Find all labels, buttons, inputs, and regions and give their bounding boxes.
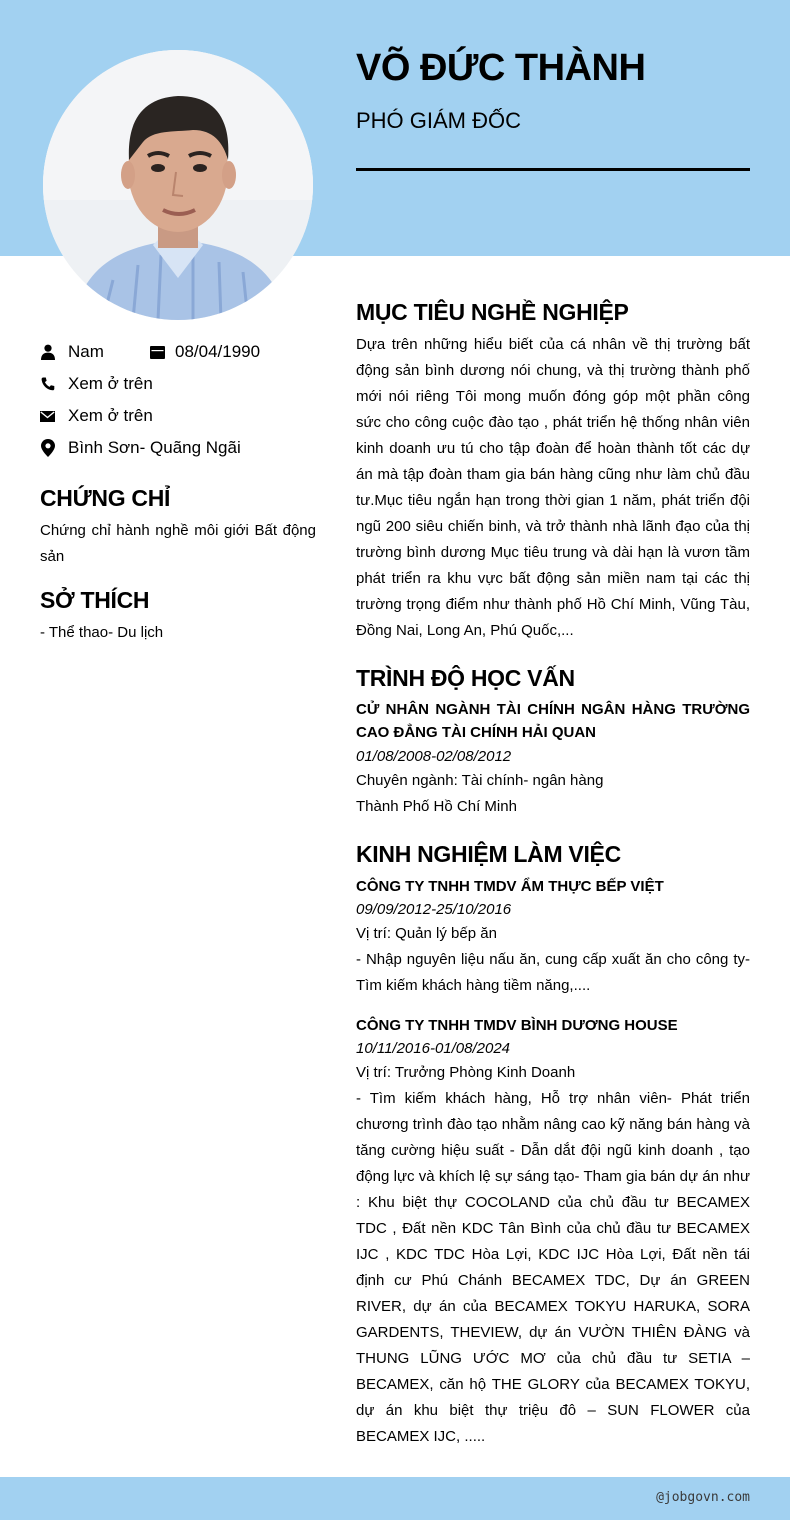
title-divider [356, 168, 750, 171]
job-2-role: Vị trí: Trưởng Phòng Kinh Doanh [356, 1064, 576, 1081]
experience-heading: KINH NGHIỆM LÀM VIỆC [356, 841, 621, 867]
phone-value: Xem ở trên [68, 374, 153, 393]
gender-row [40, 340, 104, 364]
education-location: Thành Phố Hồ Chí Minh [356, 798, 517, 815]
birthdate-row [150, 340, 260, 364]
phone-row [40, 372, 153, 396]
objective-text: Dựa trên những hiểu biết của cá nhân về thị trường bất động sản bình dương nói chung, và thị trường thành phố mới nói riêng Tôi mong muốn đóng góp một phần công sức cho công cuộc đào tạo , phát triển hệ thống nhân viên kinh doanh ưu tú cho tập đoàn để hoàn thành tốt các dự án mà tập đoàn tham gia bán hàng cũng như làm chủ đầu tư.Mục tiêu ngắn hạn trong thời gian 1 năm, phát triển đội ngũ 200 siêu chiến binh, và trở thành nhà lãnh đạo của thị trường bình dương Mục tiêu trung và dài hạn là vươn tầm phát triển ra khu vực bất động sản miền nam tại các thị trường trọng điểm như thành phố Hồ Chí Minh, Vũng Tàu, Đồng Nai, Long An, Phú Quốc,... [356, 336, 750, 639]
objective-heading: MỤC TIÊU NGHỀ NGHIỆP [356, 299, 629, 325]
hobbies-text: - Thể thao- Du lịch [40, 624, 164, 641]
certificates-heading: CHỨNG CHỈ [40, 485, 171, 511]
certificates-text: Chứng chỉ hành nghề môi giới Bất động sản [40, 522, 316, 565]
job-2-company: CÔNG TY TNHH TMDV BÌNH DƯƠNG HOUSE [356, 1017, 678, 1034]
calendar-icon [150, 343, 165, 361]
profile-photo [43, 50, 313, 320]
candidate-position: PHÓ GIÁM ĐỐC [356, 108, 522, 133]
portrait-illustration [43, 50, 313, 320]
education-major: Chuyên ngành: Tài chính- ngân hàng [356, 772, 604, 789]
education-period: 01/08/2008-02/08/2012 [356, 748, 512, 765]
location-pin-icon [40, 439, 55, 457]
gender-value: Nam [68, 342, 104, 361]
education-title: CỬ NHÂN NGÀNH TÀI CHÍNH NGÂN HÀNG TRƯỜNG CAO ĐẲNG TÀI CHÍNH HẢI QUAN [356, 701, 750, 741]
email-row [40, 404, 153, 428]
birthdate-value: 08/04/1990 [175, 342, 261, 361]
person-icon [40, 343, 55, 361]
footer-watermark: @jobgovn.com [656, 1490, 750, 1505]
address-row [40, 436, 241, 460]
job-1-company: CÔNG TY TNHH TMDV ẨM THỰC BẾP VIỆT [356, 878, 664, 895]
education-heading: TRÌNH ĐỘ HỌC VẤN [356, 665, 575, 691]
job-1-description: - Nhập nguyên liệu nấu ăn, cung cấp xuất ăn cho công ty- Tìm kiếm khách hàng tiềm năng,.... [356, 951, 750, 994]
phone-icon [40, 375, 55, 393]
job-1-role: Vị trí: Quản lý bếp ăn [356, 925, 497, 942]
email-value: Xem ở trên [68, 406, 153, 425]
address-value: Bình Sơn- Quãng Ngãi [68, 438, 241, 457]
job-1-period: 09/09/2012-25/10/2016 [356, 901, 512, 918]
job-2-period: 10/11/2016-01/08/2024 [356, 1040, 511, 1057]
hobbies-heading: SỞ THÍCH [40, 587, 150, 613]
email-icon [40, 407, 55, 425]
candidate-name: VÕ ĐỨC THÀNH [356, 47, 646, 89]
job-2-description: - Tìm kiếm khách hàng, Hỗ trợ nhân viên- Phát triển chương trình đào tạo nhằm nâng cao kỹ năng bán hàng và tăng cường hiệu suất - Dẫn dắt đội ngũ kinh doanh , tạo động lực và khích lệ sự sáng tạo- Tham gia bán dự án như : Khu biệt thự COCOLAND của chủ đầu tư BECAMEX TDC , Đất nền KDC Tân Bình của chủ đầu tư BECAMEX IJC , KDC TDC Hòa Lợi, KDC IJC Hòa Lợi, Đất nền tái định cư Phú Chánh BECAMEX TDC, Dự án GREEN RIVER, dự án của BECAMEX TOKYU HARUKA, SORA GARDENTS, THEVIEW, dự án VƯỜN THIÊN ĐÀNG và THUNG LŨNG ƯỚC MƠ của chủ đầu tư SETIA – BECAMEX, căn hộ THE GLORY của BECAMEX TOKYU, dự án khu biệt thự triệu đô – SUN FLOWER của BECAMEX IJC, ..... [356, 1090, 750, 1445]
